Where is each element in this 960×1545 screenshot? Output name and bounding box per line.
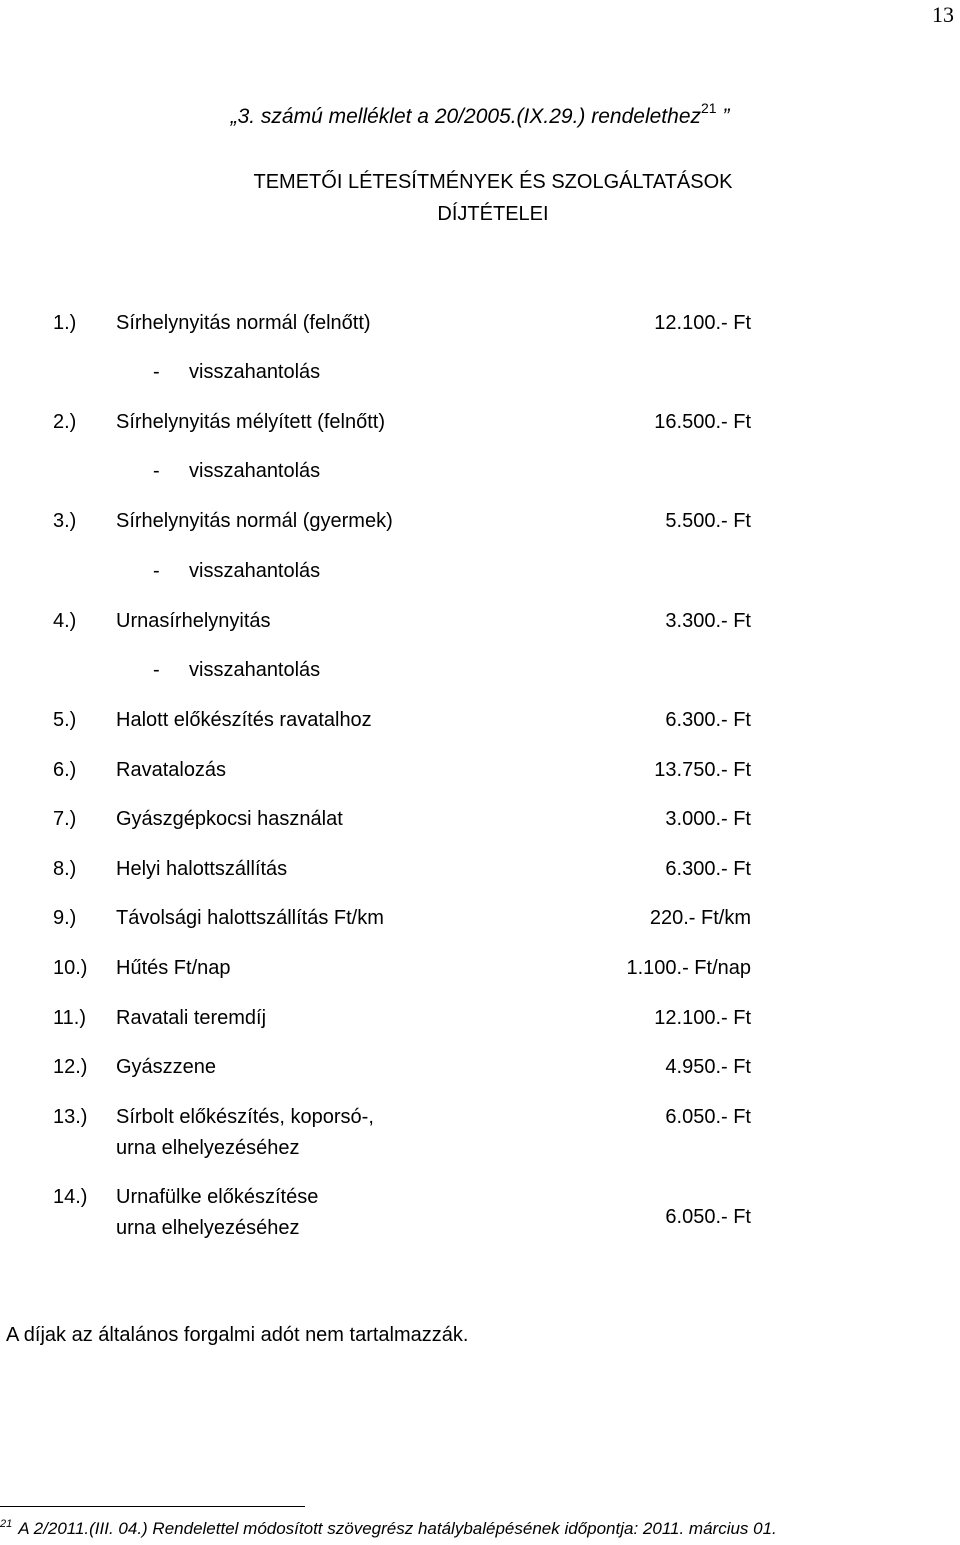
fee-item-label: Ravatali teremdíj xyxy=(116,1007,267,1029)
fee-item-label: Gyászzene xyxy=(116,1056,217,1078)
subitem-dash: - xyxy=(153,361,160,383)
fee-item-label-line-2: urna elhelyezéséhez xyxy=(116,1217,300,1239)
fee-item-label: Gyászgépkocsi használat xyxy=(116,808,343,830)
fee-item-price: 6.050.- Ft xyxy=(665,1106,751,1128)
subitem-dash: - xyxy=(153,659,160,681)
document-title-line-2: DÍJTÉTELEI xyxy=(437,203,549,225)
fee-subitem-label: visszahantolás xyxy=(189,361,321,383)
fee-item-number: 12.) xyxy=(53,1056,88,1078)
fee-item-price: 12.100.- Ft xyxy=(654,1007,751,1029)
vat-note: A díjak az általános forgalmi adót nem tartalmazzák. xyxy=(6,1324,469,1346)
fee-item-label: Sírbolt előkészítés, koporsó-, xyxy=(116,1106,374,1128)
fee-item-price: 12.100.- Ft xyxy=(654,312,751,334)
fee-item-price: 6.050.- Ft xyxy=(665,1206,751,1228)
fee-item-number: 9.) xyxy=(53,907,77,929)
fee-item-label: Urnasírhelynyitás xyxy=(116,610,271,632)
subitem-dash: - xyxy=(153,560,160,582)
fee-item-label: Halott előkészítés ravatalhoz xyxy=(116,709,372,731)
fee-item-label: Sírhelynyitás mélyített (felnőtt) xyxy=(116,411,385,433)
fee-item-label: Sírhelynyitás normál (felnőtt) xyxy=(116,312,371,334)
fee-item-price: 4.950.- Ft xyxy=(665,1056,751,1078)
fee-item-label-line-2: urna elhelyezéséhez xyxy=(116,1137,300,1159)
fee-item-number: 4.) xyxy=(53,610,77,632)
fee-item-number: 8.) xyxy=(53,858,77,880)
fee-item-price: 220.- Ft/km xyxy=(649,907,751,929)
fee-item-number: 7.) xyxy=(53,808,77,830)
annex-reference-text: „3. számú melléklet a 20/2005.(IX.29.) rendelethez xyxy=(230,105,701,128)
closing-quote: ” xyxy=(722,105,730,128)
footnote-separator xyxy=(0,1506,305,1507)
fee-item-label: Helyi halottszállítás xyxy=(116,858,288,880)
document-title xyxy=(0,166,960,230)
fee-item-price: 1.100.- Ft/nap xyxy=(626,957,751,979)
fee-item-number: 13.) xyxy=(53,1106,88,1128)
fee-subitem-label: visszahantolás xyxy=(189,560,321,582)
fee-item-number: 10.) xyxy=(53,957,88,979)
footnote-text: A 2/2011.(III. 04.) Rendelettel módosított szövegrész hatálybalépésének időpontja: 2011. március 01. xyxy=(18,1519,777,1538)
footnote xyxy=(0,1518,777,1539)
subitem-dash: - xyxy=(153,460,160,482)
fee-subitem-label: visszahantolás xyxy=(189,659,321,681)
fee-item-price: 3.000.- Ft xyxy=(665,808,751,830)
fee-item-label: Urnafülke előkészítése xyxy=(116,1186,319,1208)
fee-item-label: Ravatalozás xyxy=(116,759,227,781)
fee-subitem-label: visszahantolás xyxy=(189,460,321,482)
fee-item-number: 6.) xyxy=(53,759,77,781)
fee-item-price: 6.300.- Ft xyxy=(665,709,751,731)
fee-item-price: 13.750.- Ft xyxy=(654,759,751,781)
footnote-marker: 21 xyxy=(701,100,717,116)
page-number: 13 xyxy=(932,2,954,27)
fee-item-number: 3.) xyxy=(53,510,77,532)
footnote-number: 21 xyxy=(0,1518,13,1530)
fee-item-price: 3.300.- Ft xyxy=(665,610,751,632)
annex-reference xyxy=(0,100,960,129)
fee-item-label: Hűtés Ft/nap xyxy=(116,957,231,979)
fee-item-number: 11.) xyxy=(53,1007,86,1029)
fee-item-number: 14.) xyxy=(53,1186,88,1208)
document-title-line-1: TEMETŐI LÉTESÍTMÉNYEK ÉS SZOLGÁLTATÁSOK xyxy=(253,171,733,193)
fee-item-price: 5.500.- Ft xyxy=(665,510,751,532)
fee-item-number: 5.) xyxy=(53,709,77,731)
fee-item-label: Sírhelynyitás normál (gyermek) xyxy=(116,510,393,532)
fee-item-label: Távolsági halottszállítás Ft/km xyxy=(116,907,384,929)
fee-item-price: 6.300.- Ft xyxy=(665,858,751,880)
fee-item-number: 1.) xyxy=(53,312,77,334)
fee-item-price: 16.500.- Ft xyxy=(654,411,751,433)
fee-item-number: 2.) xyxy=(53,411,77,433)
